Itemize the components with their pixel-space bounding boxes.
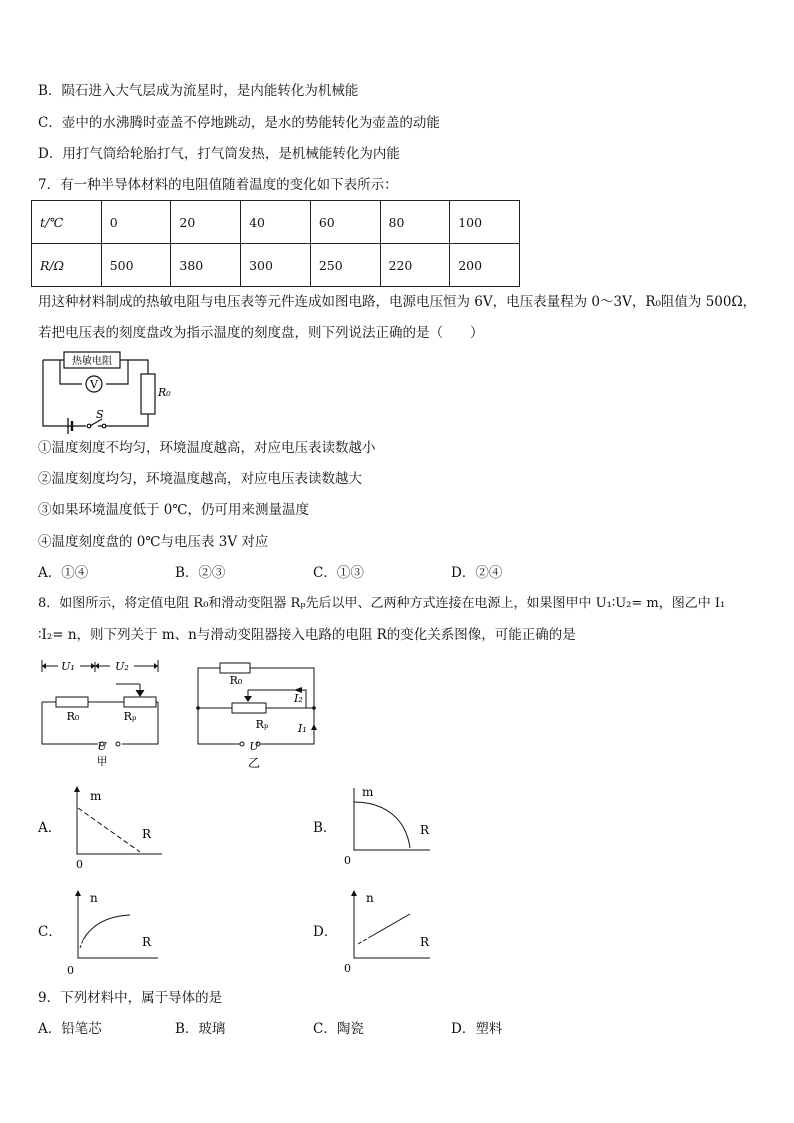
- q7-option-d: D．②④: [451, 565, 503, 581]
- option-d-previous: D．用打气筒给轮胎打气，打气筒发热，是机械能转化为内能: [38, 146, 400, 162]
- u-label-jia: U: [97, 740, 107, 753]
- table-header-temperature: t/℃: [32, 201, 102, 244]
- q7-stem: 7．有一种半导体材料的电阻值随着温度的变化如下表所示：: [38, 177, 398, 193]
- thermistor-circuit-diagram: [38, 348, 178, 430]
- caption-jia: 甲: [96, 755, 108, 768]
- graph-d-n-vs-r-linear-increasing: [338, 888, 438, 976]
- circuit-jia-diagram: [38, 658, 168, 770]
- u2-label: U₂: [115, 660, 129, 673]
- graph-a-origin: 0: [76, 858, 83, 871]
- statement-1: ①温度刻度不均匀，环境温度越高，对应电压表读数越小: [38, 440, 376, 456]
- q7-description-line1: 用这种材料制成的热敏电阻与电压表等元件连成如图电路，电源电压恒为 6V，电压表量程为 0～3V，R₀阻值为 500Ω，: [38, 294, 757, 310]
- q8-option-b-label: B．: [313, 820, 337, 836]
- graph-c-n-vs-r-increasing-curve: [62, 888, 172, 976]
- table-cell: 60: [310, 201, 380, 244]
- table-cell: 200: [450, 244, 520, 287]
- table-cell: 380: [171, 244, 241, 287]
- r0-label-jia: R₀: [66, 710, 80, 723]
- u-label-yi: U: [249, 740, 259, 753]
- voltmeter-icon: V: [90, 378, 98, 391]
- graph-b-m-vs-r-concave-decreasing: [338, 784, 438, 866]
- table-cell: 220: [380, 244, 450, 287]
- q8-option-a-label: A．: [38, 820, 62, 836]
- graph-b-ylabel: m: [362, 785, 374, 799]
- graph-d-ylabel: n: [366, 891, 374, 905]
- table-row-resistance: [32, 244, 520, 287]
- q7-option-c: C．①③: [313, 565, 364, 581]
- graph-d-xlabel: R: [420, 935, 430, 949]
- graph-c-ylabel: n: [90, 891, 98, 905]
- graph-c-origin: 0: [67, 964, 74, 977]
- graph-b-origin: 0: [344, 854, 351, 867]
- q9-option-d: D．塑料: [451, 1021, 503, 1037]
- r0-label: R₀: [158, 386, 171, 399]
- table-cell: 20: [171, 201, 241, 244]
- q7-option-a: A．①④: [38, 565, 89, 581]
- q8-stem-line2: ∶I₂= n，则下列关于 m、n与滑动变阻器接入电路的电阻 R的变化关系图像，可能正确的是: [38, 627, 576, 643]
- option-b-previous: B．陨石进入大气层成为流星时，是内能转化为机械能: [38, 83, 359, 99]
- table-cell: 80: [380, 201, 450, 244]
- table-cell: 300: [241, 244, 311, 287]
- q8-stem-line1: 8．如图所示，将定值电阻 R₀和滑动变阻器 Rₚ先后以甲、乙两种方式连接在电源上，如果图甲中 U₁∶U₂= m，图乙中 I₁: [38, 596, 726, 611]
- q9-stem: 9．下列材料中，属于导体的是: [38, 990, 223, 1006]
- i1-label: I₁: [298, 722, 307, 735]
- graph-a-ylabel: m: [90, 789, 102, 803]
- thermistor-label: 热敏电阻: [72, 356, 112, 367]
- graph-d-origin: 0: [344, 962, 351, 975]
- q7-option-b: B．②③: [175, 565, 226, 581]
- i2-label: I₂: [294, 692, 303, 705]
- q7-description-line2: 若把电压表的刻度盘改为指示温度的刻度盘，则下列说法正确的是（ ）: [38, 325, 484, 341]
- table-cell: 500: [101, 244, 171, 287]
- option-c-previous: C．壶中的水沸腾时壶盖不停地跳动，是水的势能转化为壶盖的动能: [38, 115, 440, 131]
- circuit-yi-diagram: [196, 658, 336, 770]
- graph-a-xlabel: R: [142, 827, 152, 841]
- rp-label-jia: Rₚ: [123, 710, 137, 723]
- table-cell: 0: [101, 201, 171, 244]
- switch-label: S: [96, 408, 104, 421]
- statement-4: ④温度刻度盘的 0℃与电压表 3V 对应: [38, 534, 269, 550]
- table-header-resistance: R/Ω: [32, 244, 102, 287]
- r0-label-yi: R₀: [229, 674, 243, 687]
- statement-3: ③如果环境温度低于 0℃，仍可用来测量温度: [38, 502, 309, 518]
- statement-2: ②温度刻度均匀，环境温度越高，对应电压表读数越大: [38, 471, 362, 487]
- temperature-resistance-table: [31, 200, 520, 287]
- q8-option-d-label: D．: [313, 924, 338, 940]
- caption-yi: 乙: [247, 756, 261, 770]
- table-row-temperature: [32, 201, 520, 244]
- q8-option-c-label: C．: [38, 924, 62, 940]
- table-cell: 40: [241, 201, 311, 244]
- q9-option-b: B．玻璃: [175, 1021, 226, 1037]
- table-cell: 100: [450, 201, 520, 244]
- q9-option-a: A．铅笔芯: [38, 1021, 102, 1037]
- table-cell: 250: [310, 244, 380, 287]
- u1-label: U₁: [61, 660, 75, 673]
- q9-option-c: C．陶瓷: [313, 1021, 364, 1037]
- graph-b-xlabel: R: [420, 823, 430, 837]
- graph-c-xlabel: R: [142, 935, 152, 949]
- rp-label-yi: Rₚ: [255, 718, 269, 731]
- graph-a-m-vs-r-dashed-decreasing: [62, 786, 172, 871]
